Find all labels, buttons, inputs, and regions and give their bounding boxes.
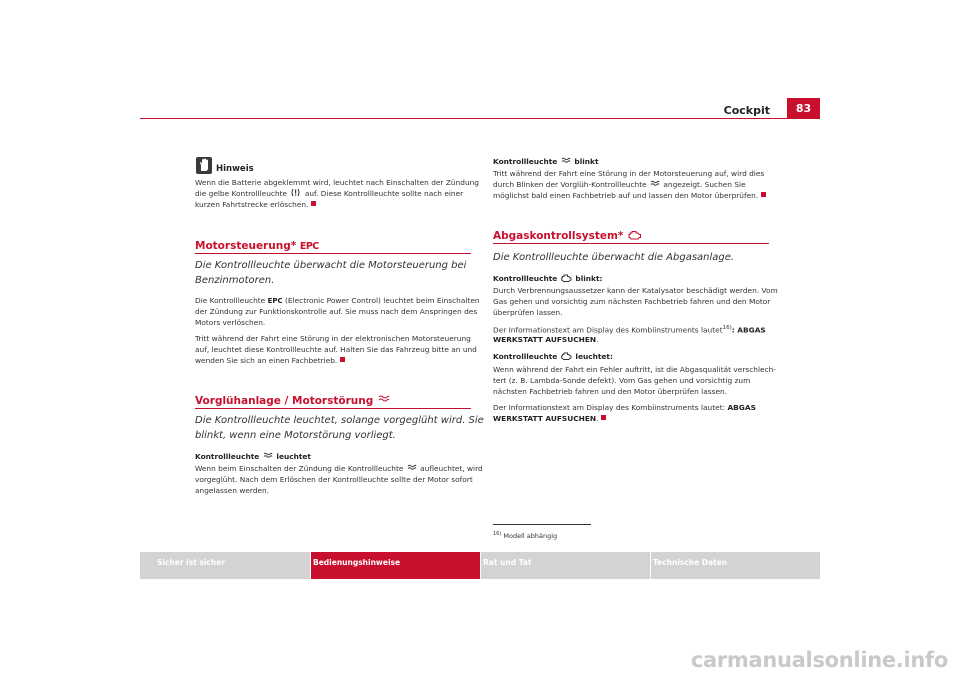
blinkt-line-3-text: möglichst bald einen Fachbetrieb auf und lassen den Motor überprüfen. <box>493 191 759 200</box>
note-line-2b: auf. Diese Kontrollleuchte sollte nach einer <box>304 189 464 198</box>
blinkt-line-2b: angezeigt. Suchen Sie <box>663 180 746 189</box>
abgas-p3-line2: tert (z. B. Lambda-Sonde defekt). Vom Gas gehen und vorsichtig zum <box>493 376 751 385</box>
motorsteuerung-p2c: wenden Sie sich an einen Fachbetrieb. <box>195 356 338 365</box>
motorsteuerung-intro-2: Benzinmotoren. <box>195 275 275 286</box>
vorgluehanlage-p1a: Wenn beim Einschalten der Zündung die Kontrollleuchte <box>195 464 404 473</box>
engine-check-icon <box>561 352 572 364</box>
header-rule <box>140 118 820 119</box>
subheading-state: blinkt: <box>575 274 603 283</box>
motorsteuerung-p1-line3: Motors verlöschen. <box>195 318 266 327</box>
engine-check-icon <box>561 274 572 286</box>
abgas-p3-line3: nächsten Fachbetrieb fahren und den Motor überprüfen lassen. <box>493 387 728 396</box>
motorsteuerung-p2-line2: auf, leuchtet diese Kontrollleuchte auf. Halten Sie das Fahrzeug bitte an und <box>195 345 477 354</box>
section-heading-motorsteuerung <box>195 240 319 252</box>
abgas-p4c: WERKSTATT AUFSUCHEN <box>493 414 597 423</box>
footnote-mark: 16) <box>493 531 502 537</box>
subheading-label: Kontrollleuchte <box>493 157 558 166</box>
vorgluehanlage-heading-text: Vorglühanlage / Motorstörung <box>195 395 374 407</box>
bottom-nav <box>140 552 820 579</box>
note-line-3-text: kurzen Fahrtstrecke erlöschen. <box>195 200 309 209</box>
blinkt-line-3 <box>493 190 766 202</box>
nav-tab-sicher[interactable]: Sicher ist sicher <box>157 558 225 567</box>
subheading-state: blinkt <box>574 157 599 166</box>
abgas-heading-text: Abgaskontrollsystem* <box>493 230 624 242</box>
footnote-ref: 16) <box>722 325 732 331</box>
motorsteuerung-p2-line1: Tritt während der Fahrt eine Störung in der elektronischen Motorsteuerung <box>195 334 471 343</box>
motorsteuerung-p1a: Die Kontrollleuchte <box>195 296 266 305</box>
motorsteuerung-heading-text: Motorsteuerung* <box>195 240 297 252</box>
note-line-2a: die gelbe Kontrollleuchte <box>195 189 288 198</box>
section-rule <box>195 253 471 254</box>
note-line-1: Wenn die Batterie abgeklemmt wird, leuchtet nach Einschalten der Zündung <box>195 178 479 187</box>
note-hand-icon <box>196 157 212 174</box>
end-marker <box>311 201 316 206</box>
glow-plug-icon <box>263 452 273 464</box>
epc-inline-icon: EPC <box>267 297 283 305</box>
vorgluehanlage-p1b: aufleuchtet, wird <box>420 464 483 473</box>
abgas-subheading-1 <box>493 273 602 286</box>
glow-plug-icon <box>561 157 571 169</box>
footnote-rule <box>493 524 591 525</box>
engine-check-icon <box>628 230 642 243</box>
watermark: carmanualsonline.info <box>690 648 948 672</box>
abgas-p2-line2 <box>493 334 598 346</box>
nav-tab-rat-und-tat[interactable]: Rat und Tat <box>483 558 532 567</box>
vorgluehanlage-p1-line2: vorgeglüht. Nach dem Erlöschen der Kontrollleuchte sollte der Motor sofort <box>195 475 473 484</box>
motorsteuerung-intro-1: Die Kontrollleuchte überwacht die Motorsteuerung bei <box>195 260 467 271</box>
abgas-p1-line2: Gas gehen und vorsichtig zum nächsten Fachbetrieb fahren und den Motor <box>493 297 771 306</box>
abgas-p2c-end: . <box>596 335 599 344</box>
motorsteuerung-p2-line3 <box>195 355 345 367</box>
motorsteuerung-p1b: (Electronic Power Control) leuchtet beim Einschalten <box>284 296 480 305</box>
section-rule <box>493 243 769 244</box>
blinkt-subheading <box>493 156 599 169</box>
abgas-p4a: Der Informationstext am Display des Kombiinstruments lautet: <box>493 403 726 412</box>
vorgluehanlage-p1-line3: angelassen werden. <box>195 486 270 495</box>
page-header-title: Cockpit <box>723 104 770 117</box>
abgas-p2b: : ABGAS <box>731 325 766 335</box>
abgas-p2a: Der Informationstext am Display des Kombiinstruments lautet <box>493 325 723 335</box>
footnote-text: Modell abhängig <box>503 532 558 541</box>
abgas-p4-line2 <box>493 413 606 425</box>
end-marker <box>601 415 606 420</box>
footnote <box>493 529 557 543</box>
page-number: 83 <box>787 98 820 119</box>
abgas-subheading-2 <box>493 351 613 364</box>
blinkt-line-2a: durch Blinken der Vorglüh-Kontrollleuchte <box>493 180 647 189</box>
abgas-p4c-end: . <box>596 414 599 423</box>
vorgluehanlage-intro-2: blinkt, wenn eine Motorstörung vorliegt. <box>195 430 396 441</box>
abgas-p1-line3: überprüfen lassen. <box>493 308 563 317</box>
epc-icon: EPC <box>299 241 319 252</box>
note-line-3 <box>195 199 316 211</box>
abgas-intro: Die Kontrollleuchte überwacht die Abgasanlage. <box>493 252 735 263</box>
vorgluehanlage-intro-1: Die Kontrollleuchte leuchtet, solange vorgeglüht wird. Sie <box>195 415 484 426</box>
end-marker <box>761 192 766 197</box>
vorgluehanlage-subheading <box>195 451 311 464</box>
end-marker <box>340 357 345 362</box>
section-rule <box>195 408 471 409</box>
abgas-p4-line1 <box>493 402 756 414</box>
section-heading-abgaskontrollsystem <box>493 230 643 243</box>
subheading-label: Kontrollleuchte <box>493 352 558 361</box>
glow-plug-icon <box>378 395 390 408</box>
abgas-p4b: ABGAS <box>727 403 756 412</box>
motorsteuerung-p1-line2: der Zündung zur Funktionskontrolle auf. Sie muss nach dem Anspringen des <box>195 307 478 316</box>
blinkt-line-1: Tritt während der Fahrt eine Störung in der Motorsteuerung auf, wird dies <box>493 169 765 178</box>
subheading-state: leuchtet <box>276 452 311 461</box>
subheading-label: Kontrollleuchte <box>493 274 558 283</box>
nav-tab-bedienungshinweise[interactable]: Bedienungshinweise <box>311 552 480 579</box>
abgas-p3-line1: Wenn während der Fahrt ein Fehler auftritt, ist die Abgasqualität verschlech- <box>493 365 776 374</box>
subheading-label: Kontrollleuchte <box>195 452 260 461</box>
nav-tab-technische-daten[interactable]: Technische Daten <box>653 558 728 567</box>
abgas-p1-line1: Durch Verbrennungsaussetzer kann der Katalysator beschädigt werden. Vom <box>493 286 778 295</box>
abgas-p2c: WERKSTATT AUFSUCHEN <box>493 335 597 344</box>
subheading-state: leuchtet: <box>575 352 613 361</box>
note-title: Hinweis <box>216 164 254 174</box>
section-heading-vorgluehanlage <box>195 395 391 408</box>
